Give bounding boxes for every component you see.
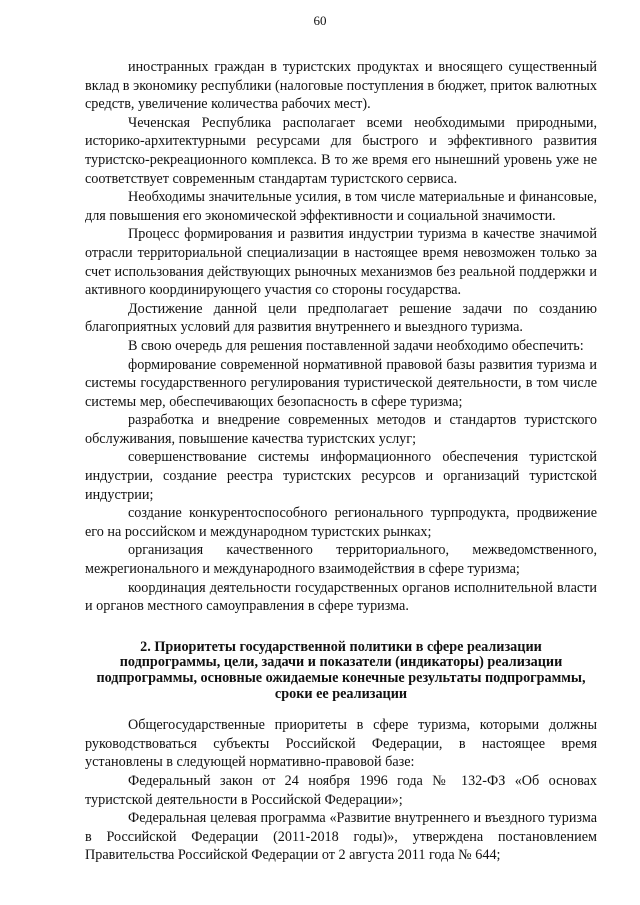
section-heading: 2. Приоритеты государственной политики в сфере реализации подпрограммы, цели, задачи и показатели (индикаторы) реализации подпрограммы, основные ожидаемые конечные результаты подпрограммы, сроки ее реализации <box>96 638 586 702</box>
paragraph: Общегосударственные приоритеты в сфере туризма, которыми должны руководствоваться субъекты Российской Федерации, в настоящее время установлены в следующей нормативно-правовой базе: <box>85 717 597 771</box>
paragraph: Процесс формирования и развития индустрии туризма в качестве значимой отрасли территориальной специализации в настоящее время невозможен только за счет использования действующих рыночных механизмов без реальной поддержки и активного координирующего участия со стороны государства. <box>85 226 597 299</box>
list-item: Федеральный закон от 24 ноября 1996 года № 132-ФЗ «Об основах туристской деятельности в Российской Федерации»; <box>85 772 597 808</box>
list-item: Федеральная целевая программа «Развитие внутреннего и въездного туризма в Российской Федерации (2011-2018 годы)», утверждена постановлением Правительства Российской Федерации от 2 августа 2011 года № 644; <box>85 810 597 864</box>
list-item: разработка и внедрение современных методов и стандартов туристского обслуживания, повышение качества туристских услуг; <box>85 412 597 447</box>
list-item: организация качественного территориального, межведомственного, межрегионального и международного взаимодействия в сфере туризма; <box>85 542 597 578</box>
list-item: формирование современной нормативной правовой базы развития туризма и системы государственного регулирования туристической деятельности, в том числе системы мер, обеспечивающих безопасность в сфере туризма; <box>85 356 597 410</box>
paragraph: Чеченская Республика располагает всеми необходимыми природными, историко-архитектурными ресурсами для быстрого и эффективного развития туристско-рекреационного комплекса. В то же время его нынешний уровень уже не соответствует современным стандартам туристского сервиса. <box>85 114 597 187</box>
paragraph: иностранных граждан в туристских продуктах и вносящего существенный вклад в экономику республики (налоговые поступления в бюджет, приток валютных средств, увеличение количества рабочих мест). <box>85 59 597 113</box>
list-item: координация деятельности государственных органов исполнительной власти и органов местного самоуправления в сфере туризма. <box>85 579 597 615</box>
paragraph: Достижение данной цели предполагает решение задачи по созданию благоприятных условий для развития внутреннего и выездного туризма. <box>85 300 597 336</box>
paragraph: В свою очередь для решения поставленной задачи необходимо обеспечить: <box>128 337 584 354</box>
list-item: создание конкурентоспособного регионального турпродукта, продвижение его на российском и международном туристских рынках; <box>85 505 597 540</box>
document-body <box>85 58 597 865</box>
list-item: совершенствование системы информационного обеспечения туристской индустрии, создание реестра туристских ресурсов и организаций туристской индустрии; <box>85 449 597 503</box>
paragraph: Необходимы значительные усилия, в том числе материальные и финансовые, для повышения его экономической эффективности и социальной значимости. <box>85 189 597 224</box>
page-number: 60 <box>313 13 327 28</box>
